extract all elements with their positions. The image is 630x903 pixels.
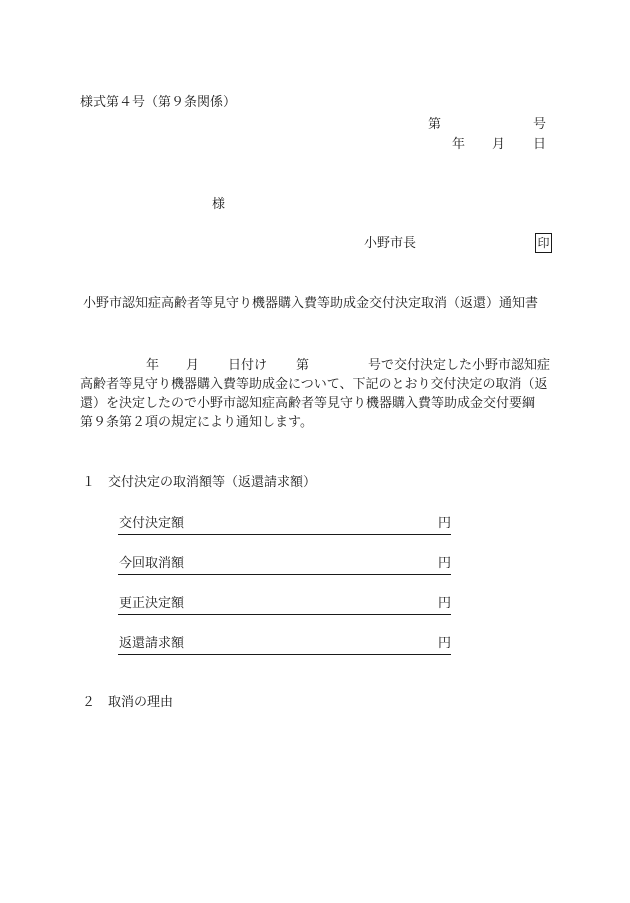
amount-unit: 円 bbox=[437, 596, 451, 611]
section-2-title: 取消の理由 bbox=[108, 695, 174, 710]
issue-date-month: 月 bbox=[492, 137, 506, 152]
amount-label: 今回取消額 bbox=[119, 556, 185, 571]
section-1-number: １ bbox=[82, 475, 96, 490]
form-number: 様式第４号（第９条関係） bbox=[80, 95, 237, 110]
issue-date-day: 日 bbox=[532, 137, 546, 152]
amount-label: 交付決定額 bbox=[119, 516, 185, 531]
amount-row-grant-decision bbox=[118, 516, 451, 535]
body-line-1-rest: 号で交付決定した小野市認知症 bbox=[368, 358, 551, 373]
section-1-title: 交付決定の取消額等（返還請求額） bbox=[108, 475, 317, 490]
amount-unit: 円 bbox=[437, 556, 451, 571]
amount-label: 返還請求額 bbox=[119, 636, 185, 651]
body-line-3: 還）を決定したので小野市認知症高齢者等見守り機器購入費等助成金交付要綱 bbox=[80, 396, 536, 411]
document-number-prefix: 第 bbox=[428, 117, 442, 132]
amount-row-cancellation bbox=[118, 556, 451, 575]
amount-label: 更正決定額 bbox=[119, 596, 185, 611]
body-paragraph bbox=[80, 356, 552, 432]
body-dated: 日付け bbox=[228, 358, 268, 373]
body-no: 第 bbox=[296, 358, 310, 373]
amount-row-corrected-decision bbox=[118, 596, 451, 615]
sender-name: 小野市長 bbox=[364, 236, 417, 251]
body-year: 年 bbox=[146, 358, 160, 373]
amount-unit: 円 bbox=[437, 636, 451, 651]
document-number-suffix: 号 bbox=[532, 117, 546, 132]
document-title: 小野市認知症高齢者等見守り機器購入費等助成金交付決定取消（返還）通知書 bbox=[83, 296, 539, 311]
amount-row-refund-request bbox=[118, 636, 451, 655]
section-2-number: ２ bbox=[82, 695, 96, 710]
body-line-4: 第９条第２項の規定により通知します。 bbox=[80, 415, 313, 430]
amount-unit: 円 bbox=[437, 516, 451, 531]
body-line-2: 高齢者等見守り機器購入費等助成金について、下記のとおり交付決定の取消（返 bbox=[80, 377, 548, 392]
addressee-honorific: 様 bbox=[212, 197, 226, 212]
body-month: 月 bbox=[186, 358, 200, 373]
body-line-1 bbox=[80, 356, 552, 375]
seal-mark: 印 bbox=[535, 233, 552, 253]
issue-date-year: 年 bbox=[452, 137, 466, 152]
